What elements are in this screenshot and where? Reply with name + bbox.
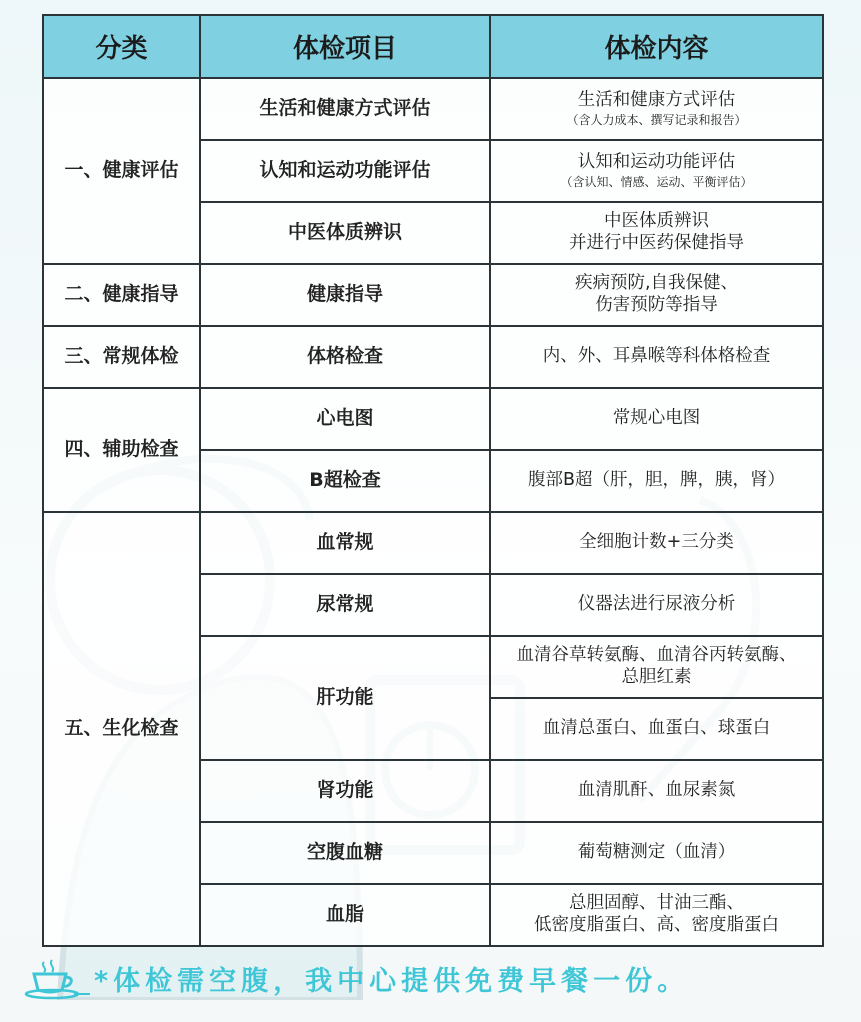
checkup-table-container: [42, 14, 822, 947]
content-line: 生活和健康方式评估: [577, 89, 736, 110]
content-cell: 血清肌酐、血尿素氮: [490, 760, 823, 822]
content-subnote: （含人力成本、撰写记录和报告）: [566, 113, 747, 128]
content-line: 伤害预防等指导: [595, 295, 718, 315]
item-cell: 血常规: [200, 512, 490, 574]
table-row: [43, 388, 823, 450]
content-cell: [490, 636, 823, 698]
content-cell: [490, 202, 823, 264]
content-cell: [490, 140, 823, 202]
content-cell: 常规心电图: [490, 388, 823, 450]
content-line: 血清谷草转氨酶、血清谷丙转氨酶、: [516, 645, 797, 666]
content-line: 低密度脂蛋白、高、密度脂蛋白: [534, 915, 779, 935]
content-line: 总胆红素: [621, 667, 692, 687]
header-item: 体检项目: [200, 15, 490, 78]
item-cell: 认知和运动功能评估: [200, 140, 490, 202]
content-cell: 葡萄糖测定（血清）: [490, 822, 823, 884]
category-cell: 五、生化检查: [43, 512, 200, 946]
item-cell: 肾功能: [200, 760, 490, 822]
content-line: 认知和运动功能评估: [577, 151, 736, 172]
item-cell: 血脂: [200, 884, 490, 946]
content-line: 总胆固醇、甘油三酯、: [569, 893, 744, 914]
content-subnote: （含认知、情感、运动、平衡评估）: [560, 175, 753, 190]
footer-note-bar: [22, 954, 842, 1002]
category-cell: 四、辅助检查: [43, 388, 200, 512]
item-cell: 体格检查: [200, 326, 490, 388]
category-cell: 二、健康指导: [43, 264, 200, 326]
item-cell: 中医体质辨识: [200, 202, 490, 264]
content-line: 疾病预防,自我保健、: [574, 273, 739, 294]
header-category: 分类: [43, 15, 200, 78]
footer-note: *体检需空腹，我中心提供免费早餐一份。: [94, 965, 690, 997]
table-header-row: [43, 15, 823, 78]
item-cell: 空腹血糖: [200, 822, 490, 884]
content-line: 中医体质辨识: [604, 211, 709, 232]
table-row: [43, 264, 823, 326]
header-content: 体检内容: [490, 15, 823, 78]
item-cell: 心电图: [200, 388, 490, 450]
table-row: [43, 326, 823, 388]
category-cell: 三、常规体检: [43, 326, 200, 388]
item-cell: 尿常规: [200, 574, 490, 636]
content-cell: 全细胞计数+三分类: [490, 512, 823, 574]
content-cell: [490, 264, 823, 326]
item-cell: 健康指导: [200, 264, 490, 326]
content-line: 并进行中医药保健指导: [569, 233, 744, 253]
table-row: [43, 78, 823, 140]
item-cell: B超检查: [200, 450, 490, 512]
table-row: [43, 512, 823, 574]
content-cell: [490, 78, 823, 140]
content-cell: 仪器法进行尿液分析: [490, 574, 823, 636]
content-cell: [490, 884, 823, 946]
content-cell: 血清总蛋白、血蛋白、球蛋白: [490, 698, 823, 760]
item-cell: 生活和健康方式评估: [200, 78, 490, 140]
checkup-table: [42, 14, 824, 947]
category-cell: 一、健康评估: [43, 78, 200, 264]
content-cell: 内、外、耳鼻喉等科体格检查: [490, 326, 823, 388]
coffee-cup-icon: [22, 956, 92, 1000]
content-cell: 腹部B超（肝，胆，脾，胰，肾）: [490, 450, 823, 512]
item-cell: 肝功能: [200, 636, 490, 760]
